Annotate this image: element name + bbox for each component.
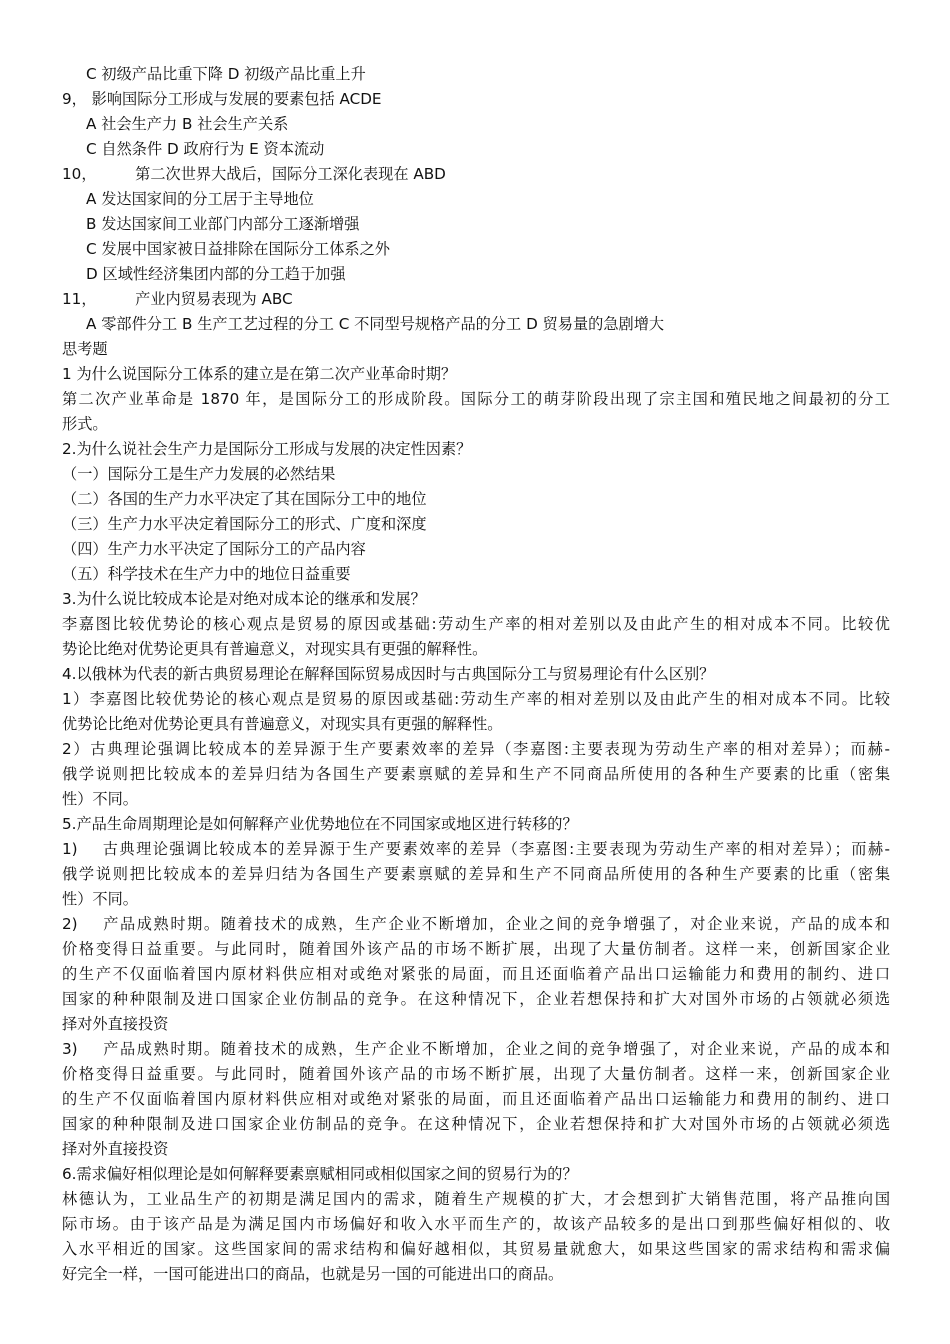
answer-line: 第二次产业革命是 1870 年，是国际分工的形成阶段。国际分工的萌芽阶段出现了宗主国和殖民地之间最初的分工 <box>62 390 890 408</box>
answer-line: 2) 产品成熟时期。随着技术的成熟，生产企业不断增加，企业之间的竞争增强了，对企业来说，产品的成本和 <box>62 915 890 933</box>
question-line: 11， 产业内贸易表现为 ABC <box>62 290 293 308</box>
answer-line: 国家的种种限制及进口国家企业仿制品的竞争。在这种情况下，企业若想保持和扩大对国外市场的占领就必须选 <box>62 1115 890 1133</box>
answer-line: （四）生产力水平决定了国际分工的产品内容 <box>62 540 366 558</box>
question-line: 10， 第二次世界大战后，国际分工深化表现在 ABD <box>62 165 446 183</box>
question-line: 3.为什么说比较成本论是对绝对成本论的继承和发展？ <box>62 590 426 608</box>
answer-line: 形式。 <box>62 415 108 433</box>
answer-line: 入水平相近的国家。这些国家间的需求结构和偏好越相似，其贸易量就愈大，如果这些国家的需求结构和需求偏 <box>62 1240 890 1258</box>
question-line: 1 为什么说国际分工体系的建立是在第二次产业革命时期？ <box>62 365 457 383</box>
answer-line: （一）国际分工是生产力发展的必然结果 <box>62 465 336 483</box>
answer-line: （二）各国的生产力水平决定了其在国际分工中的地位 <box>62 490 427 508</box>
question-line: 4.以俄林为代表的新古典贸易理论在解释国际贸易成因时与古典国际分工与贸易理论有什么区别？ <box>62 665 715 683</box>
option-line: C 发展中国家被日益排除在国际分工体系之外 <box>86 240 390 258</box>
answer-line: 性）不同。 <box>62 790 138 808</box>
answer-line: 1）李嘉图比较优势论的核心观点是贸易的原因或基础:劳动生产率的相对差别以及由此产生的相对成本不同。比较 <box>62 690 890 708</box>
answer-line: 国家的种种限制及进口国家企业仿制品的竞争。在这种情况下，企业若想保持和扩大对国外市场的占领就必须选 <box>62 990 890 1008</box>
answer-line: 好完全一样，一国可能进出口的商品，也就是另一国的可能进出口的商品。 <box>62 1265 564 1283</box>
option-line: A 社会生产力 B 社会生产关系 <box>86 115 289 133</box>
answer-line: 3) 产品成熟时期。随着技术的成熟，生产企业不断增加，企业之间的竞争增强了，对企业来说，产品的成本和 <box>62 1040 890 1058</box>
question-line: 2.为什么说社会生产力是国际分工形成与发展的决定性因素？ <box>62 440 472 458</box>
section-heading: 思考题 <box>62 340 108 358</box>
answer-line: 优势论比绝对优势论更具有普遍意义，对现实具有更强的解释性。 <box>62 715 503 733</box>
answer-line: 的生产不仅面临着国内原材料供应相对或绝对紧张的局面，而且还面临着产品出口运输能力和费用的制约、进口 <box>62 965 890 983</box>
answer-line: 择对外直接投资 <box>62 1140 169 1158</box>
answer-line: 际市场。由于该产品是为满足国内市场偏好和收入水平而生产的，故该产品较多的是出口到那些偏好相似的、收 <box>62 1215 890 1233</box>
question-line: 6.需求偏好相似理论是如何解释要素禀赋相同或相似国家之间的贸易行为的？ <box>62 1165 578 1183</box>
answer-line: （三）生产力水平决定着国际分工的形式、广度和深度 <box>62 515 427 533</box>
answer-line: 俄学说则把比较成本的差异归结为各国生产要素禀赋的差异和生产不同商品所使用的各种生产要素的比重（密集 <box>62 865 890 883</box>
answer-line: 1) 古典理论强调比较成本的差异源于生产要素效率的差异（李嘉图:主要表现为劳动生产率的相对差异）；而赫- <box>62 840 890 858</box>
option-line: A 发达国家间的分工居于主导地位 <box>86 190 314 208</box>
answer-line: 价格变得日益重要。与此同时，随着国外该产品的市场不断扩展，出现了大量仿制者。这样一来，创新国家企业 <box>62 1065 890 1083</box>
answer-line: 的生产不仅面临着国内原材料供应相对或绝对紧张的局面，而且还面临着产品出口运输能力和费用的制约、进口 <box>62 1090 890 1108</box>
option-line: A 零部件分工 B 生产工艺过程的分工 C 不同型号规格产品的分工 D 贸易量的急剧增大 <box>86 315 665 333</box>
question-line: 5.产品生命周期理论是如何解释产业优势地位在不同国家或地区进行转移的？ <box>62 815 578 833</box>
answer-line: 俄学说则把比较成本的差异归结为各国生产要素禀赋的差异和生产不同商品所使用的各种生产要素的比重（密集 <box>62 765 890 783</box>
option-line: C 自然条件 D 政府行为 E 资本流动 <box>86 140 325 158</box>
answer-line: 势论比绝对优势论更具有普遍意义，对现实具有更强的解释性。 <box>62 640 488 658</box>
answer-line: 性）不同。 <box>62 890 138 908</box>
answer-line: 李嘉图比较优势论的核心观点是贸易的原因或基础:劳动生产率的相对差别以及由此产生的相对成本不同。比较优 <box>62 615 890 633</box>
option-line: D 区域性经济集团内部的分工趋于加强 <box>86 265 346 283</box>
answer-line: 2）古典理论强调比较成本的差异源于生产要素效率的差异（李嘉图:主要表现为劳动生产率的相对差异）；而赫- <box>62 740 890 758</box>
answer-line: 择对外直接投资 <box>62 1015 169 1033</box>
answer-line: （五）科学技术在生产力中的地位日益重要 <box>62 565 351 583</box>
question-line: 9， 影响国际分工形成与发展的要素包括 ACDE <box>62 90 382 108</box>
option-line: C 初级产品比重下降 D 初级产品比重上升 <box>86 65 366 83</box>
option-line: B 发达国家间工业部门内部分工逐渐增强 <box>86 215 360 233</box>
answer-line: 价格变得日益重要。与此同时，随着国外该产品的市场不断扩展，出现了大量仿制者。这样一来，创新国家企业 <box>62 940 890 958</box>
answer-line: 林德认为，工业品生产的初期是满足国内的需求，随着生产规模的扩大，才会想到扩大销售范围，将产品推向国 <box>62 1190 890 1208</box>
